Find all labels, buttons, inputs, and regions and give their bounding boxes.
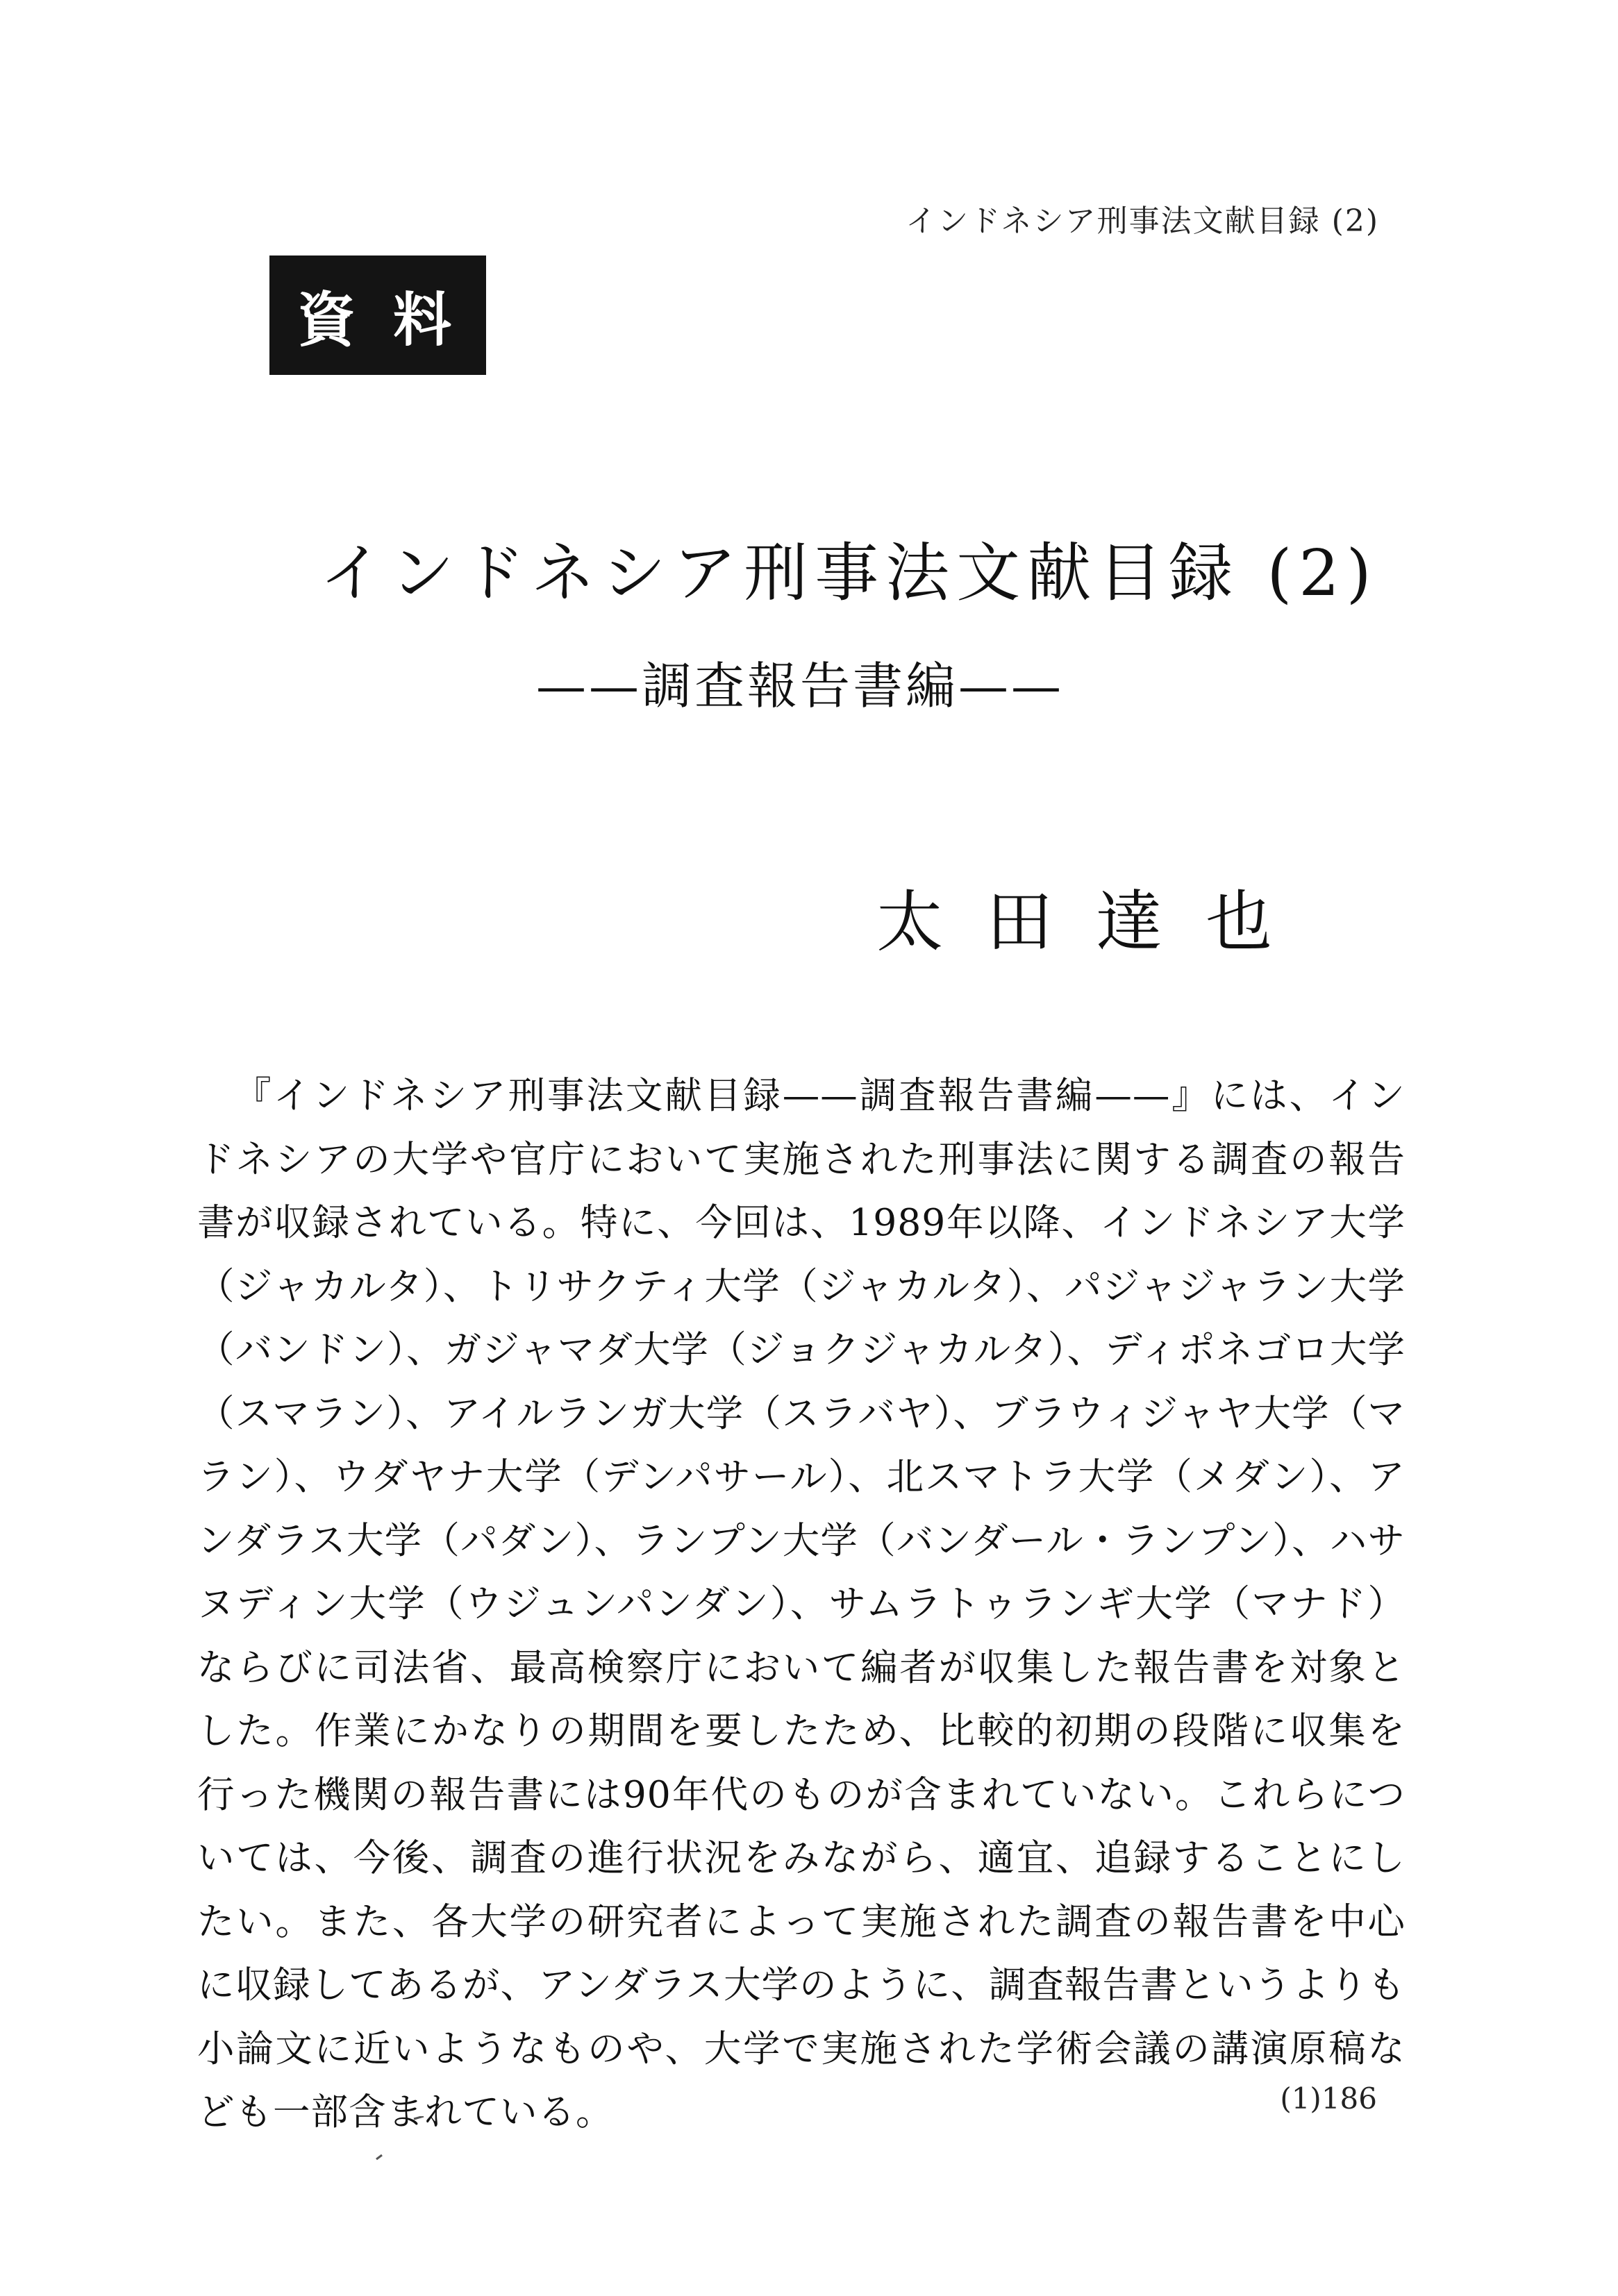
author-name: 太田達也: [876, 883, 1315, 961]
running-header: インドネシア刑事法文献目録 (2): [906, 203, 1379, 239]
section-badge-label: 資料: [297, 285, 490, 354]
article-title: インドネシア刑事法文献目録 (2): [319, 536, 1378, 610]
body-text: [197, 1064, 1406, 2144]
section-badge: [269, 255, 490, 375]
body-paragraph: 『インドネシア刑事法文献目録——調査報告書編——』には、インドネシアの大学や官庁において実施された刑事法に関する調査の報告書が収録されている。特に、今回は、1989年以降、インドネシア大学（ジャカルタ）、トリサクティ大学（ジャカルタ）、パジャジャラン大学（バンドン）、ガジャマダ大学（ジョクジャカルタ）、ディポネゴロ大学（スマラン）、アイルランガ大学（スラバヤ）、ブラウィジャヤ大学（マラン）、ウダヤナ大学（デンパサール）、北スマトラ大学（メダン）、アンダラス大学（パダン）、ランプン大学（バンダール・ランプン）、ハサヌディン大学（ウジュンパンダン）、サムラトゥランギ大学（マナド）ならびに司法省、最高検察庁において編者が収集した報告書を対象とした。作業にかなりの期間を要したため、比較的初期の段階に収集を行った機関の報告書には90年代のものが含まれていない。これらについては、今後、調査の進行状況をみながら、適宜、追録することにしたい。また、各大学の研究者によって実施された調査の報告書を中心に収録してあるが、アンダラス大学のように、調査報告書というよりも小論文に近いようなものや、大学で実施された学術会議の講演原稿なども一部含まれている。: [197, 1073, 1406, 2134]
article-subtitle: ——調査報告書編——: [536, 657, 1065, 715]
pencil-mark: [374, 2116, 429, 2165]
page-number: (1)186: [1280, 2081, 1377, 2115]
